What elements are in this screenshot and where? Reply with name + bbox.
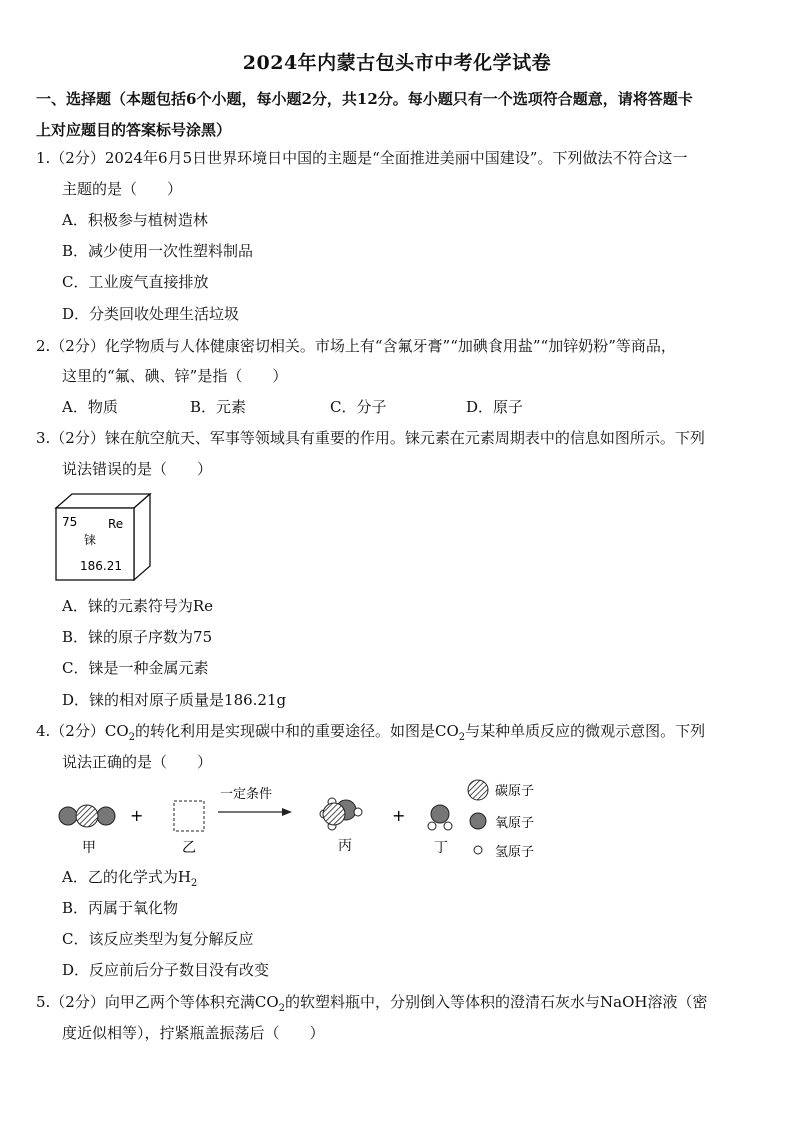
page-title: 2024年内蒙古包头市中考化学试卷 bbox=[242, 52, 552, 74]
section-heading-line1: 一、选择题（本题包括6个小题，每小题2分，共12分。每小题只有一个选项符合题意，请将答题卡 bbox=[36, 90, 693, 108]
molecule-bing bbox=[320, 798, 362, 830]
q3-option-b: B．铼的原子序数为75 bbox=[62, 628, 213, 646]
q1-option-d: D．分类回收处理生活垃圾 bbox=[62, 305, 240, 323]
element-number: 75 bbox=[62, 515, 78, 529]
subscript-2: 2 bbox=[278, 1003, 286, 1014]
legend-oxygen: 氧原子 bbox=[495, 816, 535, 831]
q4-option-c: C．该反应类型为复分解反应 bbox=[62, 930, 254, 948]
reaction-condition: 一定条件 bbox=[220, 787, 273, 802]
q5-stem-line1: 5.（2分）向甲乙两个等体积充满$CO_2$的软塑料瓶中，分别倒入等体积的澄清石灰水与NaOH溶液（密 bbox=[36, 993, 708, 1014]
arrow-head bbox=[282, 808, 292, 816]
legend-hydrogen: 氢原子 bbox=[495, 845, 535, 860]
q1-option-a: A．积极参与植树造林 bbox=[62, 211, 208, 229]
q1-option-c: C．工业废气直接排放 bbox=[62, 273, 209, 291]
q4-option-b: B．丙属于氧化物 bbox=[62, 899, 179, 917]
q4-stem-line2: 说法正确的是（ ） bbox=[62, 753, 213, 771]
label-yi: 乙 bbox=[182, 840, 196, 856]
subscript-2: 2 bbox=[128, 732, 136, 743]
section-heading bbox=[36, 84, 766, 146]
element-mass: 186.21 bbox=[80, 559, 122, 573]
label-jia: 甲 bbox=[82, 840, 96, 856]
q2-option-c: C．分子 bbox=[330, 398, 387, 416]
molecule-jia bbox=[59, 805, 115, 827]
q3-stem-line2: 说法错误的是（ ） bbox=[62, 460, 213, 478]
plus-sign: + bbox=[392, 806, 406, 825]
q3-option-c: C．铼是一种金属元素 bbox=[62, 659, 209, 677]
q2-option-a: A．物质 bbox=[62, 398, 118, 416]
q5-stem-line2: 度近似相等），拧紧瓶盖振荡后（ ） bbox=[62, 1024, 325, 1042]
q4-option-a: A．乙的化学式为$H_2$ bbox=[62, 868, 198, 889]
q2-stem-line1: 2.（2分）化学物质与人体健康密切相关。市场上有“含氟牙膏”“加碘食用盐”“加锌奶粉”等商品， bbox=[36, 337, 676, 355]
reaction-diagram bbox=[48, 776, 568, 876]
q4-option-d: D．反应前后分子数目没有改变 bbox=[62, 961, 270, 979]
q3-stem-line1: 3.（2分）铼在航空航天、军事等领域具有重要的作用。铼元素在元素周期表中的信息如图所示。下列 bbox=[36, 429, 705, 447]
legend-hydrogen-icon bbox=[474, 846, 482, 854]
section-heading-line2: 上对应题目的答案标号涂黑） bbox=[36, 121, 232, 139]
molecule-ding bbox=[428, 805, 452, 830]
element-card-box bbox=[50, 492, 154, 584]
label-bing: 丙 bbox=[338, 838, 352, 854]
q4-stem-line1: 4.（2分）$CO_2$的转化利用是实现碳中和的重要途径。如图是$CO_2$与某种单质反应的微观示意图。下列 bbox=[36, 722, 706, 743]
q1-stem-line1: 1.（2分）2024年6月5日世界环境日中国的主题是“全面推进美丽中国建设”。下列做法不符合这一 bbox=[36, 149, 688, 167]
q1-option-b: B．减少使用一次性塑料制品 bbox=[62, 242, 254, 260]
element-name: 铼 bbox=[84, 533, 97, 547]
q2-option-d: D．原子 bbox=[466, 398, 524, 416]
reaction-diagram-svg bbox=[48, 776, 568, 872]
q3-option-d: D．铼的相对原子质量是186.21g bbox=[62, 691, 287, 709]
label-ding: 丁 bbox=[434, 840, 448, 856]
legend-oxygen-icon bbox=[470, 813, 486, 829]
legend-carbon-icon bbox=[468, 780, 488, 800]
q3-option-a: A．铼的元素符号为Re bbox=[62, 597, 214, 615]
unknown-box-yi bbox=[174, 801, 204, 831]
legend-carbon: 碳原子 bbox=[495, 784, 535, 799]
subscript-2: 2 bbox=[458, 732, 466, 743]
q2-stem-line2: 这里的“氟、碘、锌”是指（ ） bbox=[62, 367, 288, 385]
subscript-2: 2 bbox=[190, 878, 198, 889]
plus-sign: + bbox=[130, 806, 144, 825]
element-card bbox=[50, 492, 154, 588]
element-symbol: Re bbox=[108, 517, 124, 531]
q2-option-b: B．元素 bbox=[190, 398, 247, 416]
q1-stem-line2: 主题的是（ ） bbox=[62, 180, 183, 198]
